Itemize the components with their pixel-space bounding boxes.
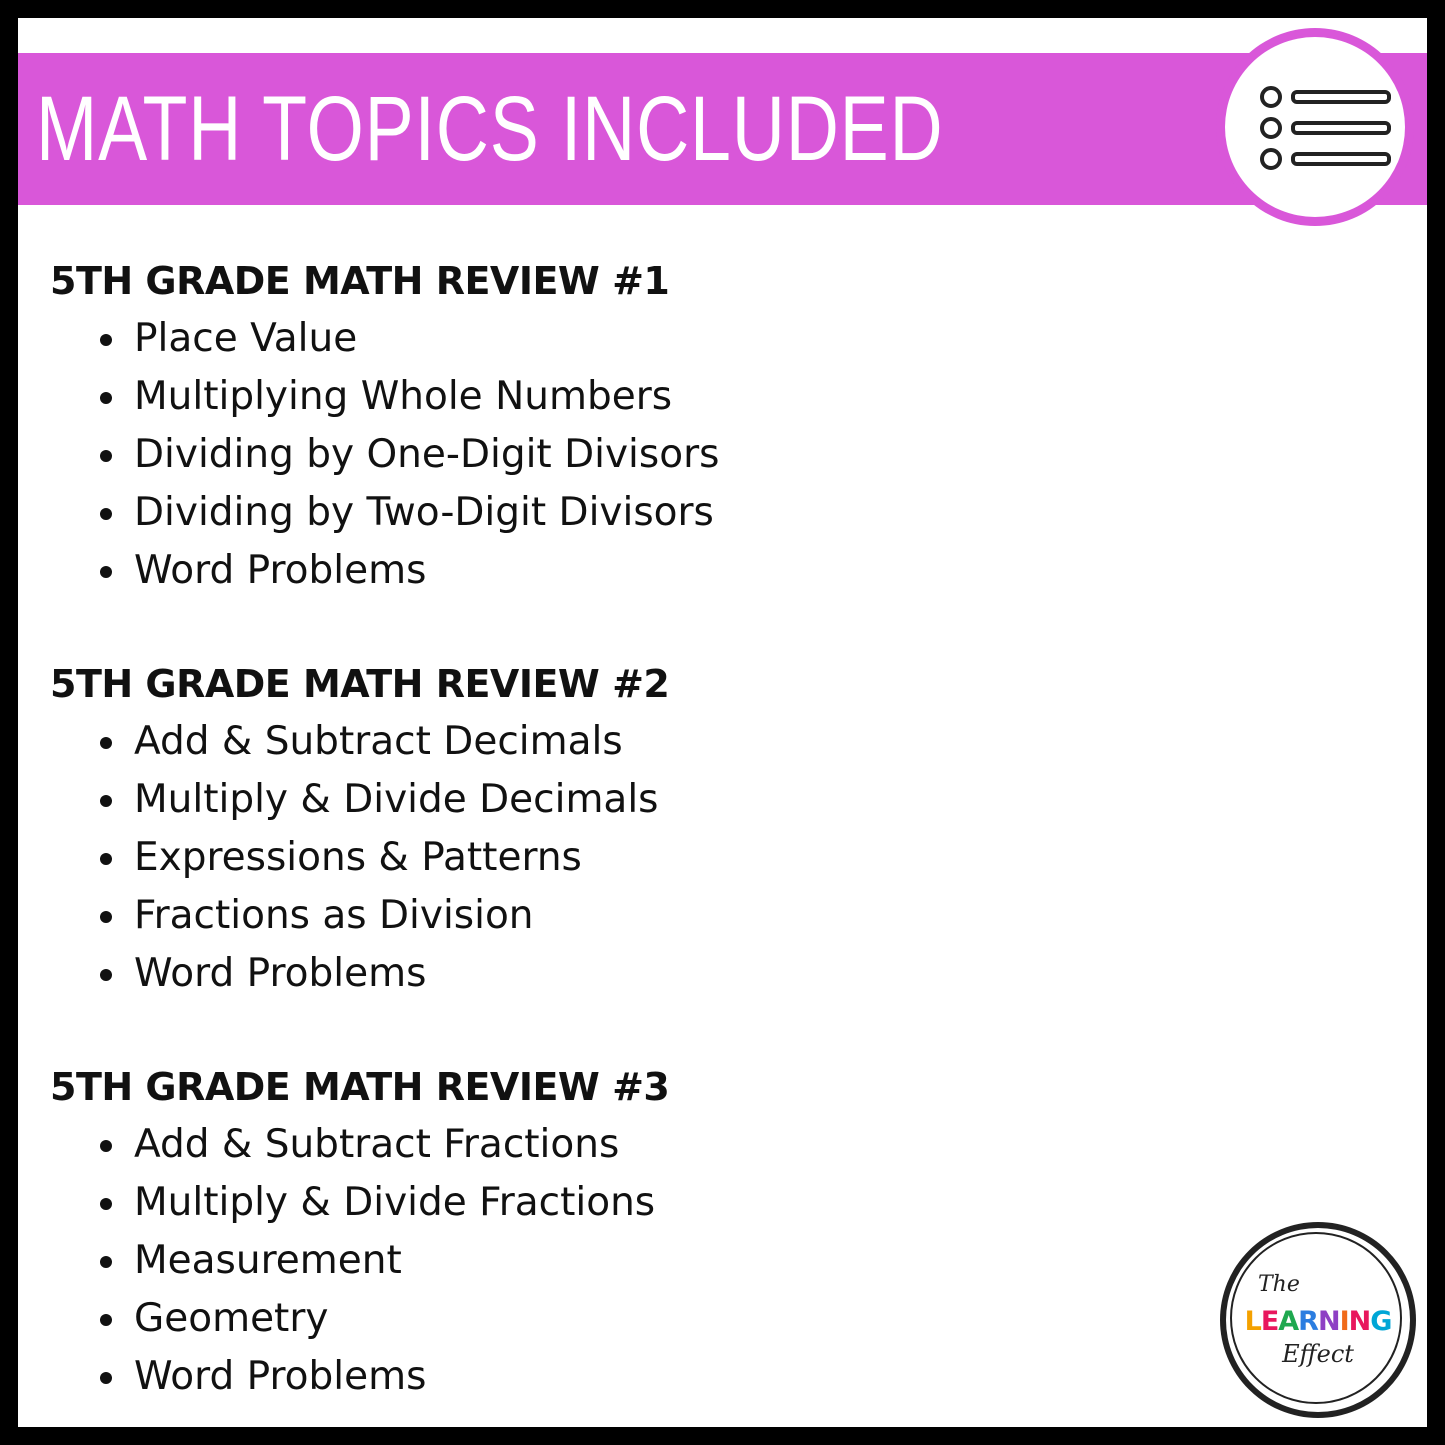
checklist-icon (1225, 37, 1405, 217)
bullet-icon (100, 853, 112, 865)
topic-label: Measurement (134, 1238, 402, 1283)
topic-label: Dividing by Two-Digit Divisors (134, 490, 714, 535)
topic-label: Expressions & Patterns (134, 835, 582, 880)
topic-item (100, 484, 1150, 542)
topic-item (100, 829, 1150, 887)
logo-letter: N (1317, 1306, 1340, 1337)
topic-label: Add & Subtract Fractions (134, 1122, 620, 1167)
topic-item (100, 542, 1150, 600)
bullet-icon (100, 795, 112, 807)
topic-list (50, 1116, 1150, 1406)
logo-line-3: Effect (1282, 1340, 1354, 1368)
bullet-icon (100, 737, 112, 749)
logo-line-1: The (1258, 1272, 1300, 1297)
topic-item (100, 713, 1150, 771)
topic-label: Fractions as Division (134, 893, 534, 938)
topic-label: Word Problems (134, 951, 427, 996)
logo-letter: L (1244, 1306, 1261, 1337)
topic-item (100, 1232, 1150, 1290)
logo-letter: E (1260, 1306, 1279, 1337)
bullet-icon (100, 508, 112, 520)
bullet-icon (100, 450, 112, 462)
section-heading: 5TH GRADE MATH REVIEW #3 (50, 1065, 670, 1109)
logo-letter: R (1298, 1306, 1318, 1337)
brand-logo (1220, 1222, 1416, 1418)
topic-item (100, 771, 1150, 829)
topic-label: Word Problems (134, 1354, 427, 1399)
topic-item (100, 1348, 1150, 1406)
section-heading: 5TH GRADE MATH REVIEW #2 (50, 662, 670, 706)
bullet-icon (100, 1140, 112, 1152)
page-frame (18, 18, 1427, 1427)
topic-item (100, 426, 1150, 484)
brand-logo-inner (1226, 1228, 1410, 1412)
checklist-badge (1216, 28, 1414, 226)
topic-list (50, 310, 1150, 600)
logo-line-2 (1226, 1306, 1410, 1337)
checklist-badge-inner (1225, 37, 1405, 217)
topic-item (100, 368, 1150, 426)
topic-label: Word Problems (134, 548, 427, 593)
bullet-icon (100, 392, 112, 404)
bullet-icon (100, 1256, 112, 1268)
topic-label: Multiply & Divide Decimals (134, 777, 659, 822)
topic-sections (50, 252, 1150, 1406)
logo-letter: I (1339, 1306, 1349, 1337)
review-section-3 (50, 1058, 1150, 1406)
bullet-icon (100, 566, 112, 578)
topic-item (100, 945, 1150, 1003)
page-title: MATH TOPICS INCLUDED (36, 78, 944, 180)
bullet-icon (100, 1314, 112, 1326)
section-heading: 5TH GRADE MATH REVIEW #1 (50, 259, 670, 303)
topic-item (100, 310, 1150, 368)
bullet-icon (100, 334, 112, 346)
topic-item (100, 887, 1150, 945)
topic-item (100, 1116, 1150, 1174)
review-section-2 (50, 655, 1150, 1003)
logo-letter: G (1370, 1306, 1392, 1337)
topic-item (100, 1174, 1150, 1232)
bullet-icon (100, 969, 112, 981)
topic-label: Add & Subtract Decimals (134, 719, 623, 764)
logo-letter: A (1278, 1306, 1299, 1337)
review-section-1 (50, 252, 1150, 600)
topic-label: Geometry (134, 1296, 329, 1341)
logo-letter: N (1348, 1306, 1371, 1337)
bullet-icon (100, 1198, 112, 1210)
topic-item (100, 1290, 1150, 1348)
topic-list (50, 713, 1150, 1003)
topic-label: Multiply & Divide Fractions (134, 1180, 656, 1225)
bullet-icon (100, 1372, 112, 1384)
topic-label: Place Value (134, 316, 358, 361)
topic-label: Multiplying Whole Numbers (134, 374, 673, 419)
topic-label: Dividing by One-Digit Divisors (134, 432, 720, 477)
bullet-icon (100, 911, 112, 923)
